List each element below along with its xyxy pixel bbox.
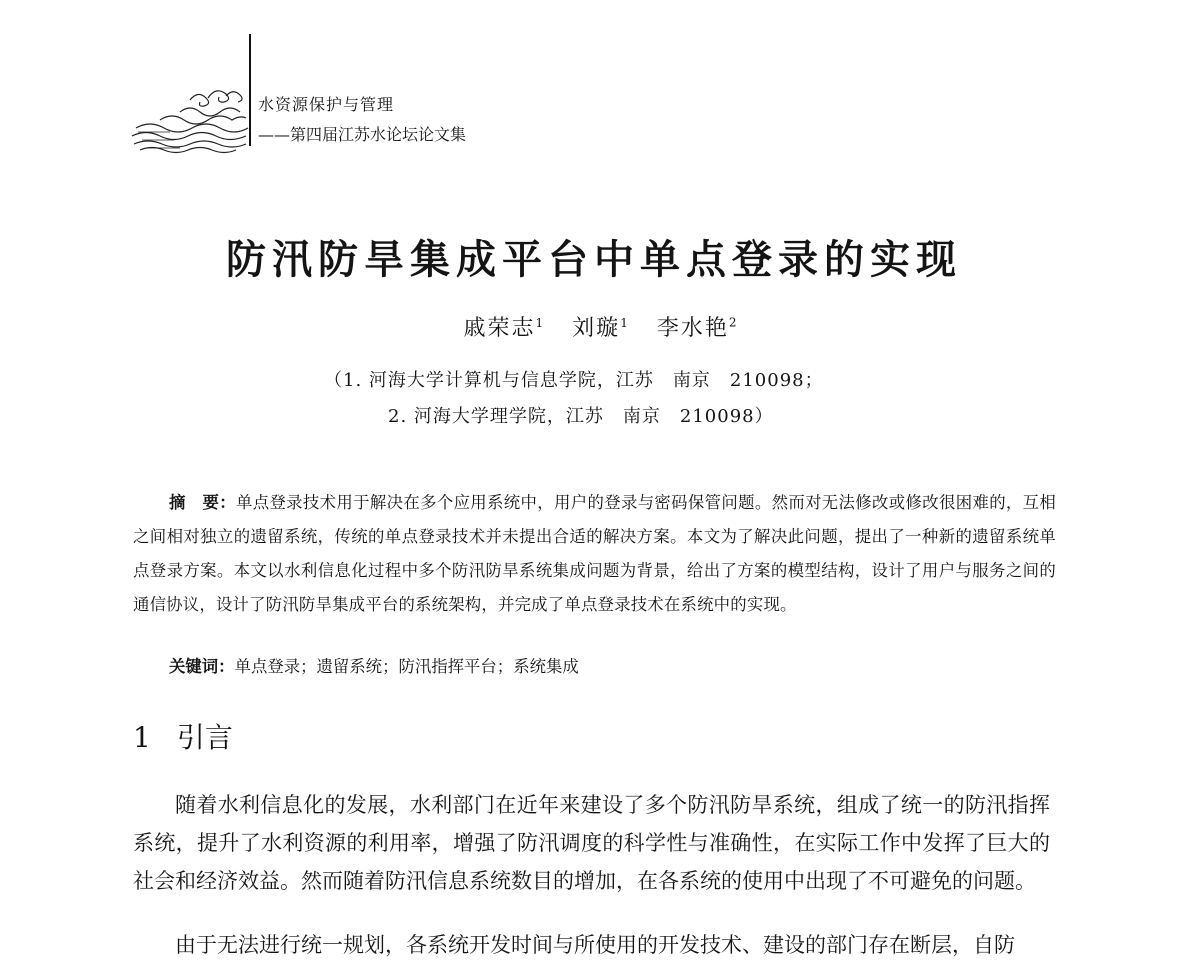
section-number: 1 xyxy=(133,721,151,754)
keywords xyxy=(169,653,579,677)
author-name: 戚荣志 xyxy=(463,316,536,341)
affiliation-1: （1. 河海大学计算机与信息学院，江苏 南京 210098； xyxy=(324,370,824,391)
header-vertical-rule xyxy=(249,34,251,146)
abstract-text: 单点登录技术用于解决在多个应用系统中，用户的登录与密码保管问题。然而对无法修改或修改很困难的，互相之间相对独立的遗留系统，传统的单点登录技术并未提出合适的解决方案。本文为了解决此问题，提出了一种新的遗留系统单点登录方案。本文以水利信息化过程中多个防汛防旱系统集成问题为背景，给出了方案的模型结构，设计了用户与服务之间的通信协议，设计了防汛防旱集成平台的系统架构，并完成了单点登录技术在系统中的实现。 xyxy=(133,493,1057,614)
wave-logo-icon xyxy=(130,82,250,154)
collection-header xyxy=(130,34,650,164)
author-affil-mark: 1 xyxy=(620,315,628,330)
author-affil-mark: 1 xyxy=(535,315,544,330)
body-paragraph-clipped xyxy=(133,930,1053,957)
affiliation-2: 2. 河海大学理学院，江苏 南京 210098） xyxy=(388,406,774,427)
author-list xyxy=(0,311,1200,342)
author-affil-mark: 2 xyxy=(728,315,737,330)
keywords-text: 单点登录；遗留系统；防汛指挥平台；系统集成 xyxy=(234,657,579,676)
body-paragraph-partial-text: 由于无法进行统一规划，各系统开发时间与所使用的开发技术、建设的部门存在断层，自防 xyxy=(175,933,1015,957)
body-paragraph: 随着水利信息化的发展，水利部门在近年来建设了多个防汛防旱系统，组成了统一的防汛指挥系统，提升了水利资源的利用率，增强了防汛调度的科学性与准确性，在实际工作中发挥了巨大的社会和经济效益。然而随着防汛信息系统数目的增加，在各系统的使用中出现了不可避免的问题。 xyxy=(133,793,1050,893)
section-title: 引言 xyxy=(176,721,233,754)
paper-title: 防汛防旱集成平台中单点登录的实现 xyxy=(226,236,962,283)
section-heading xyxy=(133,716,233,756)
collection-subject: 水资源保护与管理 xyxy=(258,95,395,114)
abstract-label: 摘 要： xyxy=(169,493,236,512)
collection-title: ——第四届江苏水论坛论文集 xyxy=(258,125,467,144)
keywords-label: 关键词： xyxy=(169,657,235,676)
author-name: 李水艳 xyxy=(656,316,729,341)
abstract xyxy=(133,486,1056,622)
author-name: 刘璇 xyxy=(572,316,621,341)
